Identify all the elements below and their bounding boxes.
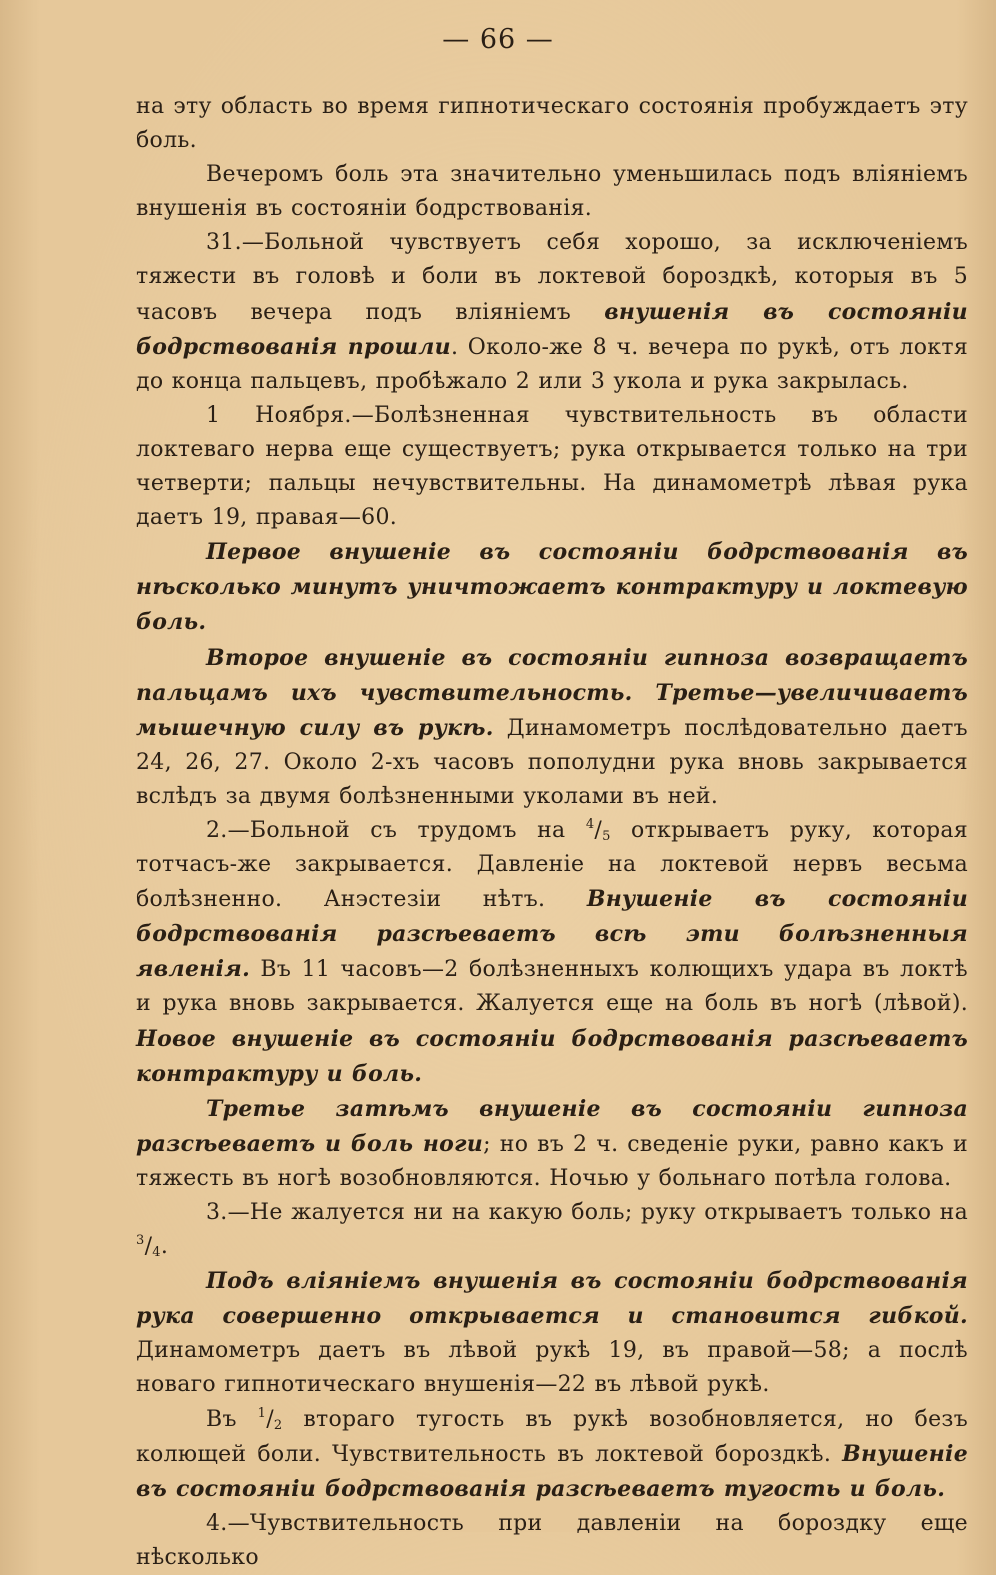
page-number: — 66 — [442, 24, 554, 55]
fraction-numerator: 4 [585, 816, 595, 832]
emphasis-text: внушенія въ состояніи бодрствованія прошли [136, 298, 968, 360]
fraction: $^1/_2$ [257, 1405, 283, 1433]
text-run: втораго тугость въ рукѣ возобновляется, но безъ колющей боли. Чувствительность въ локтевой бороздкѣ. [136, 1406, 968, 1467]
paragraph [136, 814, 968, 1092]
fraction-denominator: 4 [152, 1245, 161, 1261]
paragraph [136, 1507, 968, 1575]
text-run: ; но въ 2 ч. сведеніе руки, равно какъ и тяжесть въ ногѣ возобновляются. Ночью у больнаго потѣла голова. [136, 1131, 968, 1191]
text-run: . [160, 1234, 169, 1260]
emphasis-text: Внушеніе въ состояніи бодрствованія разсѣеваетъ тугость и боль. [136, 1440, 968, 1502]
paragraph [136, 226, 968, 398]
text-run: Динамометръ послѣдовательно даетъ 24, 26, 27. Около 2-хъ часовъ пополудни рука вновь закрывается вслѣдъ за двумя болѣзненными уколами въ ней. [136, 715, 968, 809]
text-run: 31.—Больной чувствуетъ себя хорошо, за исключеніемъ тяжести въ головѣ и боли въ локтевой бороздкѣ, которыя въ 5 часовъ вечера подъ вліяніемъ [136, 230, 968, 325]
emphasis-text: Внушеніе въ состояніи бодрствованія разсѣеваетъ всѣ эти болѣзненныя явленія. [136, 886, 968, 983]
paragraph [136, 535, 968, 640]
text-run: 2.—Больной съ трудомъ на [206, 817, 586, 843]
fraction-numerator: 1 [257, 1405, 267, 1421]
text-run: 1 Ноября.—Болѣзненная чувствительность въ области локтеваго нерва еще существуетъ; рука открывается только на три четверти; пальцы нечувствительны. На динамометрѣ лѣвая рука даетъ 19, правая—60. [136, 402, 968, 531]
text-run: открываетъ руку, которая тотчасъ-же закрывается. Давленіе на локтевой нервъ весьма болѣзненно. Анэстезіи нѣтъ. [136, 817, 968, 913]
text-run: Динамометръ даетъ въ лѣвой рукѣ 19, въ правой—58; а послѣ новаго гипнотическаго внушенія—22 въ лѣвой рукѣ. [136, 1338, 968, 1398]
text-run: Въ [206, 1406, 258, 1432]
emphasis-text: Второе внушеніе въ состояніи гипноза возвращаетъ пальцамъ ихъ чувствительность. Третье—увеличиваетъ мышечную силу въ рукѣ. [136, 644, 968, 741]
emphasis-text: Первое внушеніе въ состояніи бодрствованія въ нѣсколько минутъ уничтожаетъ контрактуру и локтевую боль. [136, 539, 968, 636]
paragraph [136, 158, 968, 226]
emphasis-text: Третье затѣмъ внушеніе въ состояніи гипноза разсѣеваетъ и боль ноги [136, 1095, 968, 1157]
text-run: на эту область во время гипнотическаго состоянія пробуждаетъ эту боль. [136, 94, 968, 154]
paragraph [136, 399, 968, 535]
emphasis-text: Подъ вліяніемъ внушенія въ состояніи бодрствованія рука совершенно открывается и становится гибкой. [136, 1268, 968, 1330]
paragraph [136, 1403, 968, 1507]
body-text [136, 90, 968, 1575]
fraction: $^4/_5$ [585, 816, 611, 844]
text-run: Въ 11 часовъ—2 болѣзненныхъ колющихъ удара въ локтѣ и рука вновь закрывается. Жалуется еще на боль въ ногѣ (лѣвой). [136, 957, 968, 1017]
text-run: 4.—Чувствительность при давленіи на бороздку еще нѣсколько [136, 1510, 968, 1570]
fraction: $^3/_4$ [136, 1233, 161, 1261]
text-run: . Около-же 8 ч. вечера по рукѣ, отъ локтя до конца пальцевъ, пробѣжало 2 или 3 укола и рука закрылась. [136, 334, 969, 394]
text-run: Вечеромъ боль эта значительно уменьшилась подъ вліяніемъ внушенія въ состояніи бодрствованія. [136, 162, 968, 222]
text-run: 3.—Не жалуется ни на какую боль; руку открываетъ только на [206, 1200, 968, 1225]
paragraph [136, 1196, 968, 1264]
fraction-denominator: 5 [602, 828, 611, 844]
paragraph [136, 641, 968, 814]
fraction-numerator: 3 [136, 1233, 145, 1249]
paragraph [136, 1264, 968, 1402]
paragraph [136, 90, 968, 158]
emphasis-text: Новое внушеніе въ состояніи бодрствованія разсѣеваетъ контрактуру и боль. [136, 1025, 968, 1087]
paragraph [136, 1092, 968, 1196]
fraction-denominator: 2 [273, 1417, 283, 1433]
